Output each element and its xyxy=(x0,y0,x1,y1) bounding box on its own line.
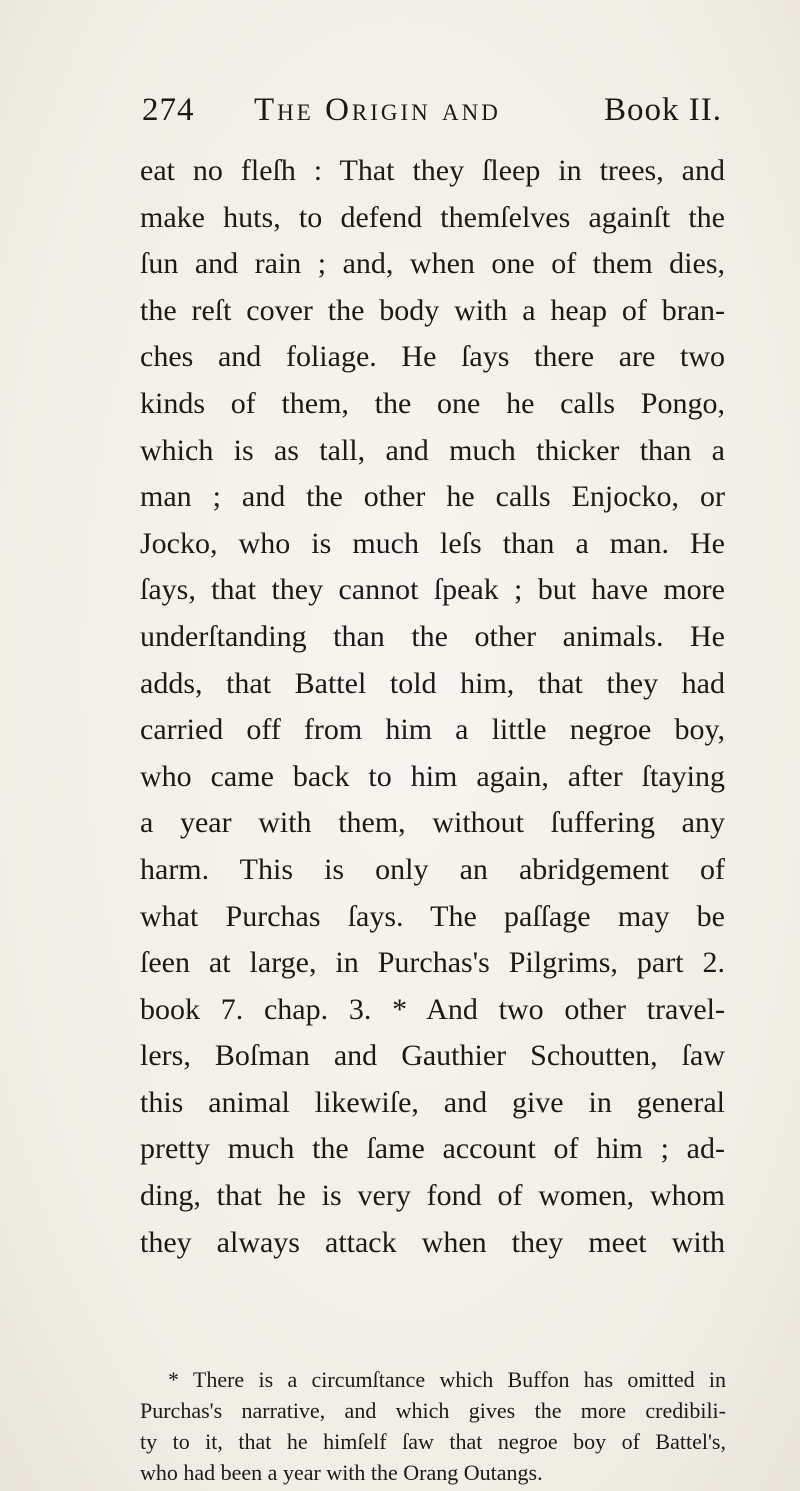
text-line: carried off from him a little negroe boy, xyxy=(140,713,725,747)
text-line: this animal likewiſe, and give in general xyxy=(140,1085,725,1119)
page-number: 274 xyxy=(142,92,195,128)
body-text xyxy=(140,148,725,1266)
footnote-line: ty to it, that he himſelf ſaw that negroe boy of Battel's, xyxy=(140,1429,726,1454)
text-line: underſtanding than the other animals. He xyxy=(140,619,725,653)
text-line: ſun and rain ; and, when one of them dies, xyxy=(140,247,725,281)
text-line: eat no fleſh : That they ſleep in trees, and xyxy=(140,154,725,187)
text-line: ſeen at large, in Purchas's Pilgrims, part 2. xyxy=(140,946,725,980)
footnote-line: who had been a year with the Orang Outangs. xyxy=(140,1460,543,1485)
text-line: ding, that he is very fond of women, whom xyxy=(140,1179,725,1213)
text-line: harm. This is only an abridgement of xyxy=(140,852,725,886)
text-line: a year with them, without ſuffering any xyxy=(140,806,725,840)
text-line: make huts, to defend themſelves againſt the xyxy=(140,200,725,234)
text-line: who came back to him again, after ſtaying xyxy=(140,759,725,793)
text-line: ches and foliage. He ſays there are two xyxy=(140,340,725,374)
text-line: which is as tall, and much thicker than a xyxy=(140,433,725,467)
text-line: pretty much the ſame account of him ; ad- xyxy=(140,1132,725,1166)
text-line: lers, Boſman and Gauthier Schoutten, ſaw xyxy=(140,1039,725,1073)
footnote-line: * There is a circumſtance which Buffon has omitted in xyxy=(168,1367,726,1392)
text-line: kinds of them, the one he calls Pongo, xyxy=(140,386,725,420)
footnote xyxy=(140,1364,726,1488)
text-line: the reſt cover the body with a heap of bran- xyxy=(140,293,725,327)
text-line: ſays, that they cannot ſpeak ; but have more xyxy=(140,573,725,607)
text-line: they always attack when they meet with xyxy=(140,1225,725,1259)
text-line: Jocko, who is much leſs than a man. He xyxy=(140,526,725,560)
page-header xyxy=(142,92,722,142)
text-line: man ; and the other he calls Enjocko, or xyxy=(140,480,725,514)
running-title: The Origin and xyxy=(254,92,501,128)
book-label: Book II. xyxy=(604,92,722,128)
text-line: book 7. chap. 3. * And two other travel- xyxy=(140,992,725,1026)
text-line: adds, that Battel told him, that they had xyxy=(140,666,725,700)
text-line: what Purchas ſays. The paſſage may be xyxy=(140,899,725,933)
footnote-line: Purchas's narrative, and which gives the more credibili- xyxy=(140,1398,726,1423)
